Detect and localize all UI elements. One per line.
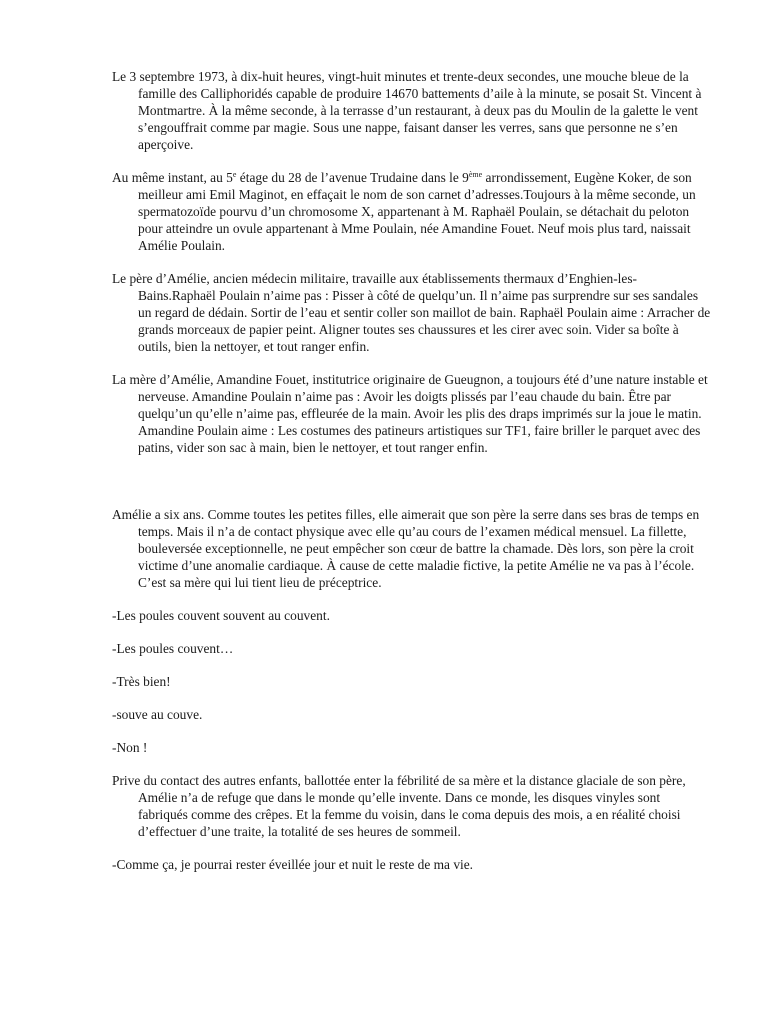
- paragraph-six-years: Amélie a six ans. Comme toutes les petites filles, elle aimerait que son père la serre dans ses bras de temps en temps. Mais il n’a de contact physique avec elle qu’au cours de l’examen médical mensuel. La fillette, bouleversée exceptionnelle, ne peut empêcher son cœur de battre la chamade. Dès lors, son père la croit victime d’une anomalie cardiaque. À cause de cette maladie fictive, la petite Amélie ne va pas à l’école. C’est sa mère qui lui tient lieu de préceptrice.: [112, 507, 700, 590]
- paragraph-father: Le père d’Amélie, ancien médecin militaire, travaille aux établissements thermaux d’Enghien-les-Bains.Raphaël Poulain n’aime pas : Pisser à côté de quelqu’un. Il n’aime pas surprendre sur ses sandales un regard de dédain. Sortir de l’eau et sentir coller son maillot de bain. Raphaël Poulain aime : Arracher de grands morceaux de papier peint. Aligner toutes ses chaussures et les cirer avec soin. Vider sa boîte à outils, bien la nettoyer, et tout ranger enfin.: [112, 271, 711, 354]
- dialogue-line-1: -Les poules couvent souvent au couvent.: [112, 608, 330, 623]
- dialogue-line-4: -souve au couve.: [112, 707, 203, 722]
- paragraph-same-instant: [112, 169, 712, 254]
- document-page: [112, 68, 712, 873]
- dialogue-line-2: -Les poules couvent…: [112, 641, 234, 656]
- superscript-eme: ème: [468, 170, 483, 179]
- paragraph-same-instant-part2: étage du 28 de l’avenue Trudaine dans le 9: [236, 170, 469, 185]
- paragraph-refuge: Prive du contact des autres enfants, ballottée enter la fébrilité de sa mère et la distance glaciale de son père, Amélie n’a de refuge que dans le monde qu’elle invente. Dans ce monde, les disques vinyles sont fabriqués comme des crêpes. Et la femme du voisin, dans le coma depuis des mois, a en réalité choisi d’effectuer d’une traite, la totalité de ses heures de sommeil.: [112, 773, 686, 839]
- paragraph-mother: La mère d’Amélie, Amandine Fouet, institutrice originaire de Gueugnon, a toujours été d’une nature instable et nerveuse. Amandine Poulain n’aime pas : Avoir les doigts plissés par l’eau chaude du bain. Être par quelqu’un qu’elle n’aime pas, effleurée de la main. Avoir les plis des draps imprimés sur la joue le matin. Amandine Poulain aime : Les costumes des patineurs artistiques sur TF1, faire briller le parquet avec des patins, vider son sac à main, bien le nettoyer, et tout ranger enfin.: [112, 372, 708, 455]
- paragraph-same-instant-part1: Au même instant, au 5: [112, 170, 233, 185]
- dialogue-line-5: -Non !: [112, 740, 148, 755]
- dialogue-line-6: -Comme ça, je pourrai rester éveillée jour et nuit le reste de ma vie.: [112, 857, 474, 872]
- dialogue-line-3: -Très bien!: [112, 674, 171, 689]
- paragraph-fly: Le 3 septembre 1973, à dix-huit heures, vingt-huit minutes et trente-deux secondes, une mouche bleue de la famille des Calliphoridés capable de produire 14670 battements d’aile à la minute, se posait St. Vincent à Montmartre. À la même seconde, à la terrasse d’un restaurant, à deux pas du Moulin de la galette le vent s’engouffrait comme par magie. Sous une nappe, faisant danser les verres, sans que personne ne s’en aperçoive.: [112, 69, 702, 152]
- paragraph-same-instant-part3: arrondissement, Eugène Koker, de son meilleur ami Emil Maginot, en effaçait le nom de son carnet d’adresses.Toujours à la même seconde, un spermatozoïde pourvu d’un chromosome X, appartenant à M. Raphaël Poulain, se détachait du peloton pour atteindre un ovule appartenant à Mme Poulain, née Amandine Fouet. Neuf mois plus tard, naissait Amélie Poulain.: [138, 170, 696, 253]
- superscript-e: e: [232, 170, 237, 179]
